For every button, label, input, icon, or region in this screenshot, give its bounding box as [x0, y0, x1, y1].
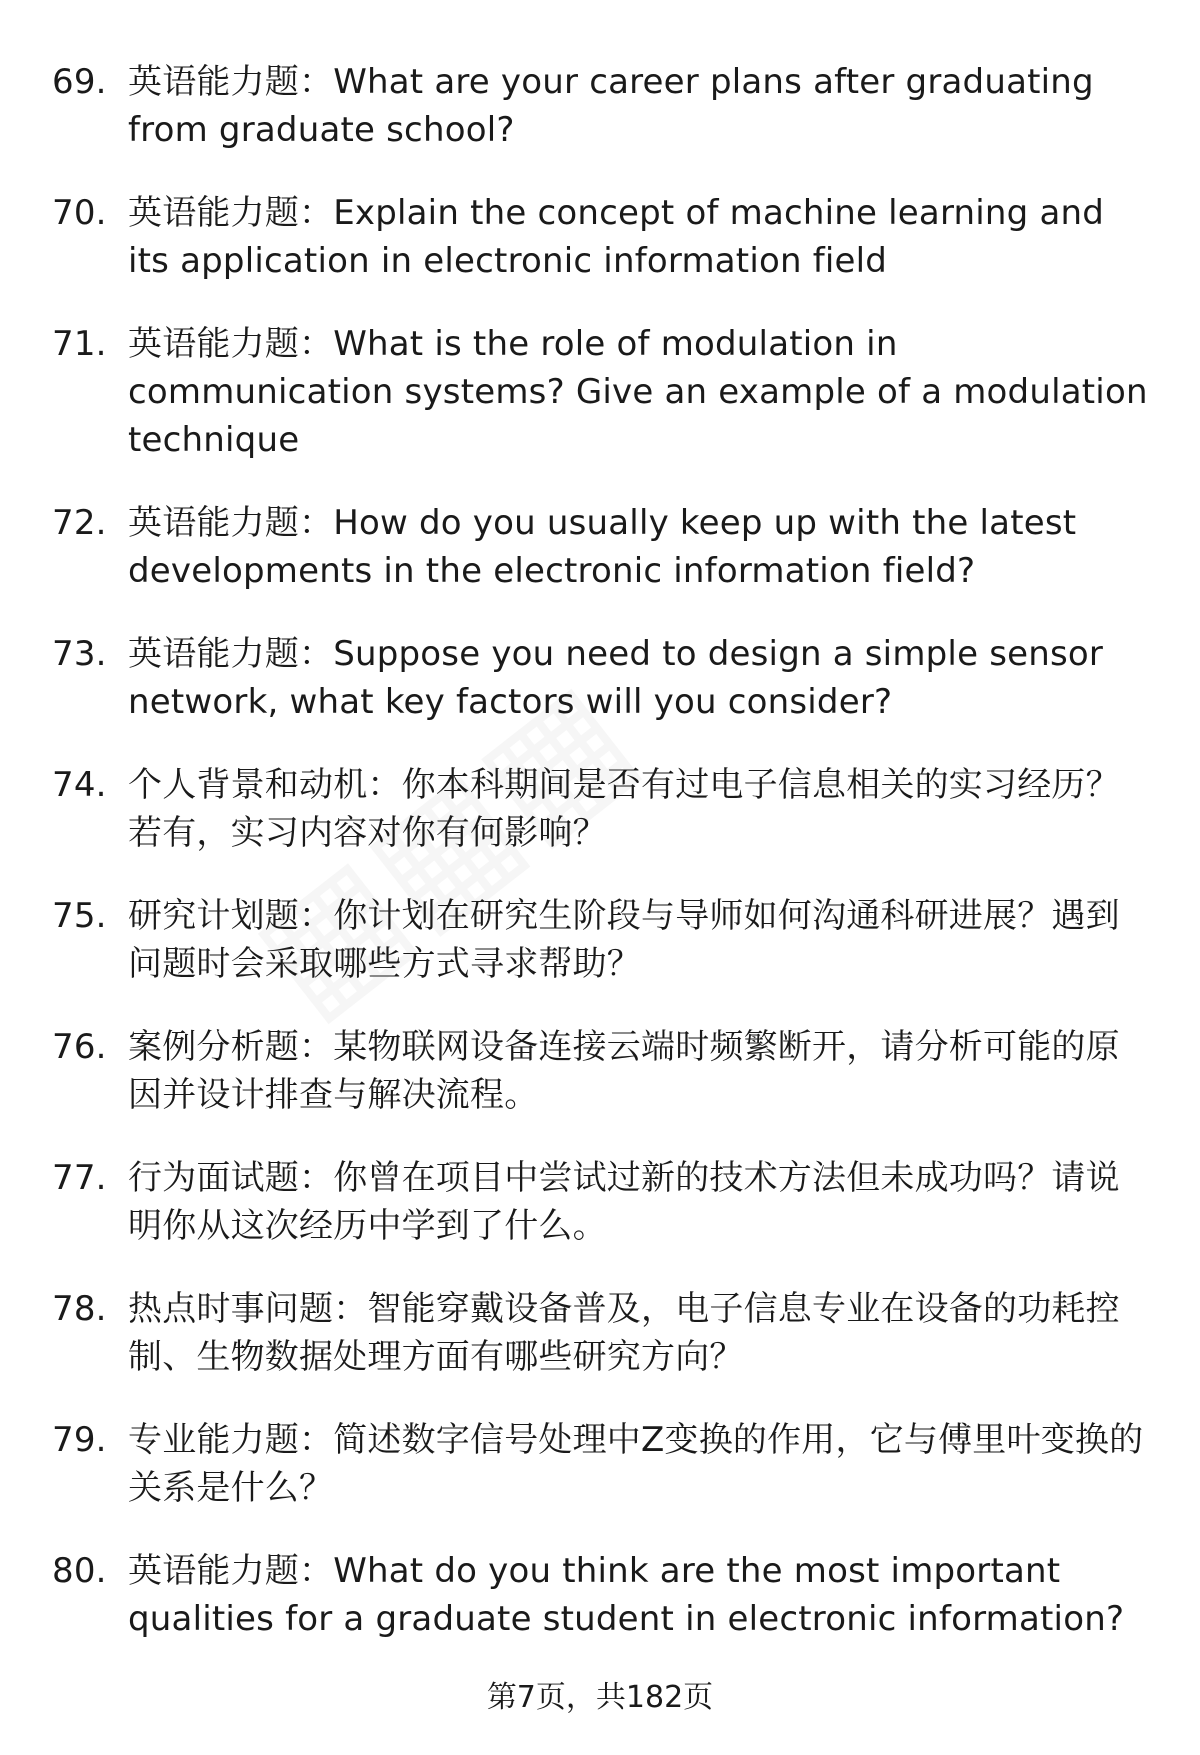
question-number: 72.: [52, 503, 107, 543]
question-text: 英语能力题：What are your career plans after graduating from graduate school?: [128, 62, 1094, 150]
question-item: [52, 189, 1152, 285]
question-text: 热点时事问题：智能穿戴设备普及，电子信息专业在设备的功耗控制、生物数据处理方面有哪些研究方向？: [128, 1289, 1120, 1377]
question-item: [52, 58, 1152, 154]
question-number: 69.: [52, 62, 107, 102]
question-text: 英语能力题：How do you usually keep up with the latest developments in the electronic information field?: [128, 503, 1077, 591]
question-number: 74.: [52, 765, 107, 805]
question-item: [52, 1547, 1152, 1643]
question-text: 个人背景和动机：你本科期间是否有过电子信息相关的实习经历？若有，实习内容对你有何影响？: [128, 765, 1120, 853]
question-number: 77.: [52, 1158, 107, 1198]
question-number: 80.: [52, 1551, 107, 1591]
question-number: 75.: [52, 896, 107, 936]
question-number: 79.: [52, 1420, 107, 1460]
question-item: [52, 320, 1152, 464]
question-number: 73.: [52, 634, 107, 674]
question-text: 专业能力题：简述数字信号处理中Z变换的作用，它与傅里叶变换的关系是什么？: [128, 1420, 1144, 1508]
question-text: 英语能力题：Suppose you need to design a simple sensor network, what key factors will you consider?: [128, 634, 1104, 722]
question-item: [52, 1154, 1152, 1250]
question-text: 英语能力题：What do you think are the most important qualities for a graduate student in electronic information?: [128, 1551, 1125, 1639]
question-text: 英语能力题：What is the role of modulation in communication systems? Give an example of a modulation technique: [128, 324, 1148, 460]
question-item: [52, 1416, 1152, 1512]
question-text: 英语能力题：Explain the concept of machine learning and its application in electronic information field: [128, 193, 1105, 281]
question-item: [52, 1285, 1152, 1381]
question-text: 行为面试题：你曾在项目中尝试过新的技术方法但未成功吗？请说明你从这次经历中学到了什么。: [128, 1158, 1120, 1246]
question-number: 70.: [52, 193, 107, 233]
question-list: [52, 58, 1152, 1678]
question-item: [52, 761, 1152, 857]
question-item: [52, 499, 1152, 595]
page-footer: 第7页，共182页: [486, 1680, 714, 1715]
question-number: 71.: [52, 324, 107, 364]
question-item: [52, 1023, 1152, 1119]
question-item: [52, 892, 1152, 988]
question-item: [52, 630, 1152, 726]
question-number: 76.: [52, 1027, 107, 1067]
question-text: 研究计划题：你计划在研究生阶段与导师如何沟通科研进展？遇到问题时会采取哪些方式寻求帮助？: [128, 896, 1120, 984]
question-text: 案例分析题：某物联网设备连接云端时频繁断开，请分析可能的原因并设计排查与解决流程。: [128, 1027, 1120, 1115]
question-number: 78.: [52, 1289, 107, 1329]
